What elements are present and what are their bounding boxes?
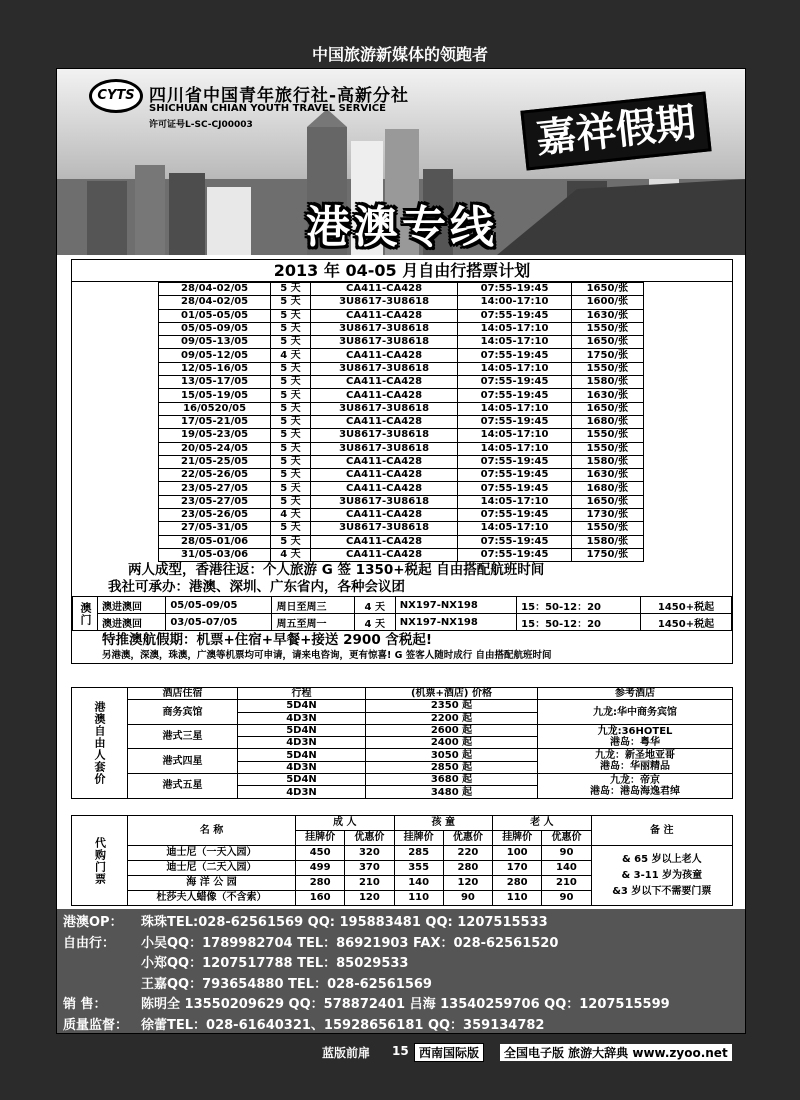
table-row <box>72 700 733 712</box>
duration-cell: 5 天 <box>271 535 311 548</box>
macao-cell: 4 天 <box>354 614 395 631</box>
promo-line-2: 另港澳，深澳，珠澳，广澳等机票均可申请，请来电咨询，更有惊喜! G 签客人随时成行 自由搭配航班时间 <box>102 650 552 662</box>
reference-hotel-line: 九龙:36HOTEL <box>597 725 673 737</box>
date-range-cell: 31/05-03/06 <box>159 548 271 561</box>
macao-cell: 1450+税起 <box>641 614 732 631</box>
duration-cell: 5 天 <box>271 402 311 415</box>
table-row <box>72 724 733 736</box>
price-cell: 1550/张 <box>571 322 643 335</box>
itinerary-cell: 5D4N <box>238 749 366 761</box>
date-range-cell: 01/05-05/05 <box>159 309 271 322</box>
date-range-cell: 12/05-16/05 <box>159 362 271 375</box>
price-cell: 1550/张 <box>571 429 643 442</box>
contact-detail: 徐蕾TEL：028-61640321、15928656181 QQ：359134782 <box>141 1017 545 1033</box>
package-price: 3680 起 <box>366 774 538 786</box>
hotel-class: 港式五星 <box>128 774 238 799</box>
time-cell: 07:55-19:45 <box>458 349 571 362</box>
ticket-price: 280 <box>493 876 542 891</box>
company-en-name: SHICHUAN CHIAN YOUTH TRAVEL SERVICE <box>149 103 386 114</box>
contact-row <box>63 913 741 934</box>
hotel-class: 港式三星 <box>128 724 238 749</box>
table-row <box>159 469 644 482</box>
date-range-cell: 05/05-09/05 <box>159 322 271 335</box>
duration-cell: 5 天 <box>271 362 311 375</box>
date-range-cell: 22/05-26/05 <box>159 469 271 482</box>
table-row <box>159 495 644 508</box>
duration-cell: 5 天 <box>271 309 311 322</box>
contact-label: 港澳OP： <box>63 915 123 930</box>
duration-cell: 5 天 <box>271 495 311 508</box>
table-row <box>159 376 644 389</box>
contact-label: 销 售： <box>63 997 107 1012</box>
ticket-name: 迪士尼（一天入园） <box>128 846 296 861</box>
contact-detail: 小郑QQ：1207517788 TEL：85029533 <box>141 956 409 971</box>
duration-cell: 5 天 <box>271 522 311 535</box>
date-range-cell: 27/05-31/05 <box>159 522 271 535</box>
flight-cell: 3U8617-3U8618 <box>310 322 458 335</box>
banner <box>57 69 746 255</box>
table-row <box>72 846 733 861</box>
table-row <box>159 535 644 548</box>
ticket-plan-section <box>71 259 733 664</box>
flight-cell: 3U8617-3U8618 <box>310 429 458 442</box>
itinerary-cell: 4D3N <box>238 761 366 773</box>
time-cell: 07:55-19:45 <box>458 535 571 548</box>
date-range-cell: 17/05-21/05 <box>159 415 271 428</box>
price-cell: 1580/张 <box>571 455 643 468</box>
table-row <box>159 296 644 309</box>
flight-cell: CA411-CA428 <box>310 548 458 561</box>
duration-cell: 5 天 <box>271 322 311 335</box>
flight-cell: 3U8617-3U8618 <box>310 362 458 375</box>
price-cell: 1750/张 <box>571 548 643 561</box>
hotel-header: 酒店住宿 <box>128 688 238 700</box>
contact-label: 自由行： <box>63 935 116 951</box>
ticket-price: 370 <box>345 861 394 876</box>
price-cell: 1550/张 <box>571 522 643 535</box>
date-range-cell: 28/04-02/05 <box>159 296 271 309</box>
time-cell: 07:55-19:45 <box>458 309 571 322</box>
ticket-price: 220 <box>443 846 492 861</box>
reference-hotel-line: 港岛：粤华 <box>610 736 660 748</box>
reference-hotel-line: 九龙:华中商务宾馆 <box>593 706 677 718</box>
date-range-cell: 15/05-19/05 <box>159 389 271 402</box>
macao-cell: 03/05-07/05 <box>166 614 272 631</box>
reference-hotel-line: 港岛：华丽精品 <box>600 761 670 773</box>
time-cell: 14:05-17:10 <box>458 495 571 508</box>
time-cell: 07:55-19:45 <box>458 509 571 522</box>
company-cn-name: 四川省中国青年旅行社-高新分社 <box>149 86 410 106</box>
flight-cell: 3U8617-3U8618 <box>310 402 458 415</box>
time-cell: 14:05-17:10 <box>458 336 571 349</box>
ticket-name: 迪士尼（二天入园） <box>128 861 296 876</box>
ticket-price: 90 <box>443 891 492 906</box>
flight-cell: 3U8617-3U8618 <box>310 296 458 309</box>
date-range-cell: 13/05-17/05 <box>159 376 271 389</box>
duration-cell: 5 天 <box>271 482 311 495</box>
flight-cell: 3U8617-3U8618 <box>310 522 458 535</box>
time-cell: 14:05-17:10 <box>458 442 571 455</box>
package-price: 2600 起 <box>366 724 538 736</box>
duration-cell: 4 天 <box>271 509 311 522</box>
flight-cell: CA411-CA428 <box>310 415 458 428</box>
time-cell: 14:05-17:10 <box>458 522 571 535</box>
ticket-price: 90 <box>542 846 591 861</box>
duration-cell: 5 天 <box>271 455 311 468</box>
ticket-header-adult: 成 人 <box>296 816 395 831</box>
footer-left: 蓝版前扉 <box>322 1046 371 1060</box>
macao-label: 澳门 <box>73 597 98 631</box>
table-row <box>159 336 644 349</box>
price-cell: 1630/张 <box>571 389 643 402</box>
itinerary-cell: 4D3N <box>238 712 366 724</box>
flight-cell: CA411-CA428 <box>310 469 458 482</box>
table-row <box>159 322 644 335</box>
ticket-price: 120 <box>345 891 394 906</box>
price-cell: 1650/张 <box>571 336 643 349</box>
package-price: 2400 起 <box>366 737 538 749</box>
ticket-table <box>71 815 733 906</box>
time-cell: 14:05-17:10 <box>458 322 571 335</box>
ticket-price: 355 <box>394 861 443 876</box>
plan-note-2: 我社可承办：港澳、深圳、广东省内，各种会议团 <box>108 579 405 596</box>
flight-cell: 3U8617-3U8618 <box>310 336 458 349</box>
table-row <box>159 402 644 415</box>
hotel-package-section <box>71 687 733 799</box>
package-price: 3480 起 <box>366 786 538 798</box>
table-row <box>159 522 644 535</box>
macao-cell: 澳进澳回 <box>98 597 166 614</box>
date-range-cell: 20/05-24/05 <box>159 442 271 455</box>
macao-cell: 周五至周一 <box>272 614 354 631</box>
package-price: 2200 起 <box>366 712 538 724</box>
hotel-class: 港式四星 <box>128 749 238 774</box>
price-cell: 1750/张 <box>571 349 643 362</box>
footer-badge: 西南国际版 <box>414 1043 484 1062</box>
macao-cell: 15：50-12：20 <box>517 597 641 614</box>
itinerary-cell: 5D4N <box>238 774 366 786</box>
duration-cell: 5 天 <box>271 389 311 402</box>
ticket-subheader: 挂牌价 <box>296 831 345 846</box>
remark-line: & 65 岁以上老人 <box>621 853 702 865</box>
brand-title: 嘉祥假期 <box>520 91 711 170</box>
reference-hotel-line: 九龙：帝京 <box>610 774 660 786</box>
macao-cell: 05/05-09/05 <box>166 597 272 614</box>
time-cell: 07:55-19:45 <box>458 482 571 495</box>
macao-cell: 周日至周三 <box>272 597 354 614</box>
price-cell: 1650/张 <box>571 402 643 415</box>
time-cell: 07:55-19:45 <box>458 376 571 389</box>
package-price: 2850 起 <box>366 761 538 773</box>
ticket-price: 120 <box>443 876 492 891</box>
reference-hotel-line: 港岛：港岛海逸君绰 <box>590 785 680 797</box>
itinerary-cell: 4D3N <box>238 786 366 798</box>
hotel-header: (机票+酒店) 价格 <box>366 688 538 700</box>
contact-row <box>63 954 741 975</box>
table-row <box>159 509 644 522</box>
contact-detail: 王嘉QQ：793654880 TEL：028-62561569 <box>141 976 432 992</box>
ticket-subheader: 挂牌价 <box>394 831 443 846</box>
time-cell: 14:05-17:10 <box>458 429 571 442</box>
flight-cell: CA411-CA428 <box>310 535 458 548</box>
macao-cell: NX197-NX198 <box>395 597 516 614</box>
package-price: 2350 起 <box>366 700 538 712</box>
duration-cell: 5 天 <box>271 376 311 389</box>
time-cell: 07:55-19:45 <box>458 548 571 561</box>
flight-cell: CA411-CA428 <box>310 349 458 362</box>
price-cell: 1600/张 <box>571 296 643 309</box>
hotel-table <box>71 687 733 799</box>
ticket-price: 280 <box>443 861 492 876</box>
duration-cell: 5 天 <box>271 336 311 349</box>
duration-cell: 5 天 <box>271 469 311 482</box>
footer-right: 全国电子版 旅游大辞典 www.zyoo.net <box>500 1044 732 1061</box>
time-cell: 14:00-17:10 <box>458 296 571 309</box>
ticket-price: 100 <box>493 846 542 861</box>
table-row <box>159 429 644 442</box>
macao-cell: 4 天 <box>354 597 395 614</box>
table-row <box>159 349 644 362</box>
ticket-section <box>71 815 733 906</box>
hotel-side-label: 港澳自由人套价 <box>72 688 128 799</box>
ad-card <box>56 68 746 1034</box>
date-range-cell: 21/05-25/05 <box>159 455 271 468</box>
price-cell: 1630/张 <box>571 309 643 322</box>
price-cell: 1650/张 <box>571 283 643 296</box>
reference-hotel <box>538 724 733 749</box>
ticket-price: 499 <box>296 861 345 876</box>
time-cell: 07:55-19:45 <box>458 469 571 482</box>
ticket-price: 450 <box>296 846 345 861</box>
macao-cell: NX197-NX198 <box>395 614 516 631</box>
table-row <box>159 455 644 468</box>
flight-cell: CA411-CA428 <box>310 309 458 322</box>
price-cell: 1730/张 <box>571 509 643 522</box>
ticket-price: 110 <box>394 891 443 906</box>
ticket-price: 210 <box>345 876 394 891</box>
date-range-cell: 16/0520/05 <box>159 402 271 415</box>
macao-table <box>72 596 732 631</box>
contact-detail: 小吴QQ：1789982704 TEL：86921903 FAX：028-62561520 <box>141 935 559 951</box>
date-range-cell: 09/05-12/05 <box>159 349 271 362</box>
ticket-header-remark: 备 注 <box>591 816 732 846</box>
time-cell: 07:55-19:45 <box>458 283 571 296</box>
ticket-subheader: 挂牌价 <box>493 831 542 846</box>
date-range-cell: 23/05-27/05 <box>159 482 271 495</box>
ticket-price: 140 <box>394 876 443 891</box>
ticket-remarks <box>591 846 732 906</box>
plan-title: 2013 年 04-05 月自由行搭票计划 <box>72 260 732 282</box>
contact-row <box>63 934 741 955</box>
ticket-subheader: 优惠价 <box>345 831 394 846</box>
reference-hotel-line: 九龙：新圣地亚哥 <box>595 750 675 762</box>
table-row <box>159 283 644 296</box>
table-row <box>159 362 644 375</box>
contact-row <box>63 1016 741 1035</box>
table-row <box>159 389 644 402</box>
ticket-header-senior: 老 人 <box>493 816 592 831</box>
page-number: 15 <box>392 1044 409 1058</box>
time-cell: 07:55-19:45 <box>458 455 571 468</box>
ticket-name: 杜莎夫人蜡像（不含索） <box>128 891 296 906</box>
ticket-price: 140 <box>542 861 591 876</box>
hotel-header: 行程 <box>238 688 366 700</box>
contact-detail: 陈明全 13550209629 QQ：578872401 吕海 13540259706 QQ：1207515599 <box>141 997 670 1012</box>
reference-hotel <box>538 700 733 725</box>
price-cell: 1580/张 <box>571 535 643 548</box>
flight-table <box>158 282 644 562</box>
itinerary-cell: 4D3N <box>238 737 366 749</box>
table-row <box>159 548 644 561</box>
ticket-price: 170 <box>493 861 542 876</box>
contact-row <box>63 975 741 996</box>
contact-label: 质量监督： <box>63 1017 129 1033</box>
ticket-header-name: 名 称 <box>128 816 296 846</box>
duration-cell: 4 天 <box>271 548 311 561</box>
hotel-class: 商务宾馆 <box>128 700 238 725</box>
date-range-cell: 28/04-02/05 <box>159 283 271 296</box>
ticket-subheader: 优惠价 <box>542 831 591 846</box>
price-cell: 1680/张 <box>571 415 643 428</box>
date-range-cell: 19/05-23/05 <box>159 429 271 442</box>
ticket-price: 320 <box>345 846 394 861</box>
price-cell: 1630/张 <box>571 469 643 482</box>
package-price: 3050 起 <box>366 749 538 761</box>
reference-hotel <box>538 749 733 774</box>
main-title: 港澳专线 <box>306 202 498 253</box>
hotel-header: 参考酒店 <box>538 688 733 700</box>
ticket-price: 285 <box>394 846 443 861</box>
page-footer <box>0 1040 800 1064</box>
duration-cell: 5 天 <box>271 283 311 296</box>
ticket-side-label: 代购门票 <box>72 816 128 906</box>
macao-cell: 1450+税起 <box>641 597 732 614</box>
time-cell: 14:05-17:10 <box>458 402 571 415</box>
flight-cell: CA411-CA428 <box>310 376 458 389</box>
duration-cell: 5 天 <box>271 415 311 428</box>
table-row <box>159 415 644 428</box>
remark-line: & 3-11 岁为孩童 <box>621 869 703 881</box>
ticket-price: 210 <box>542 876 591 891</box>
flight-cell: 3U8617-3U8618 <box>310 442 458 455</box>
promo-line-1: 特推澳航假期：机票+住宿+早餐+接送 2900 含税起! <box>102 632 433 649</box>
ticket-price: 90 <box>542 891 591 906</box>
table-row <box>72 774 733 786</box>
price-cell: 1580/张 <box>571 376 643 389</box>
itinerary-cell: 5D4N <box>238 700 366 712</box>
duration-cell: 5 天 <box>271 442 311 455</box>
itinerary-cell: 5D4N <box>238 724 366 736</box>
price-cell: 1550/张 <box>571 362 643 375</box>
contact-section <box>57 909 746 1034</box>
duration-cell: 4 天 <box>271 349 311 362</box>
date-range-cell: 23/05-26/05 <box>159 509 271 522</box>
top-slogan: 中国旅游新媒体的领跑者 <box>0 0 800 68</box>
flight-cell: 3U8617-3U8618 <box>310 495 458 508</box>
table-row <box>159 482 644 495</box>
ticket-price: 280 <box>296 876 345 891</box>
flight-cell: CA411-CA428 <box>310 455 458 468</box>
flight-cell: CA411-CA428 <box>310 283 458 296</box>
ticket-price: 110 <box>493 891 542 906</box>
ticket-price: 160 <box>296 891 345 906</box>
price-cell: 1650/张 <box>571 495 643 508</box>
contact-detail: 珠珠TEL:028-62561569 QQ: 195883481 QQ: 1207515533 <box>141 915 548 930</box>
flight-cell: CA411-CA428 <box>310 389 458 402</box>
time-cell: 07:55-19:45 <box>458 415 571 428</box>
price-cell: 1680/张 <box>571 482 643 495</box>
date-range-cell: 09/05-13/05 <box>159 336 271 349</box>
price-cell: 1550/张 <box>571 442 643 455</box>
date-range-cell: 28/05-01/06 <box>159 535 271 548</box>
duration-cell: 5 天 <box>271 429 311 442</box>
time-cell: 07:55-19:45 <box>458 389 571 402</box>
license-number: 许可证号L-SC-CJ00003 <box>149 120 253 130</box>
macao-cell: 15：50-12：20 <box>517 614 641 631</box>
company-logo: CYTS <box>89 79 143 113</box>
macao-cell: 澳进澳回 <box>98 614 166 631</box>
table-row <box>159 442 644 455</box>
time-cell: 14:05-17:10 <box>458 362 571 375</box>
contact-row <box>63 995 741 1016</box>
flight-cell: CA411-CA428 <box>310 509 458 522</box>
duration-cell: 5 天 <box>271 296 311 309</box>
plan-note-1: 两人成型，香港往返：个人旅游 G 签 1350+税起 自由搭配航班时间 <box>128 562 545 579</box>
ticket-name: 海 洋 公 园 <box>128 876 296 891</box>
flight-cell: CA411-CA428 <box>310 482 458 495</box>
table-row <box>72 749 733 761</box>
reference-hotel <box>538 774 733 799</box>
table-row <box>159 309 644 322</box>
ticket-subheader: 优惠价 <box>443 831 492 846</box>
ticket-header-child: 孩 童 <box>394 816 493 831</box>
remark-line: &3 岁以下不需要门票 <box>612 885 712 897</box>
date-range-cell: 23/05-27/05 <box>159 495 271 508</box>
